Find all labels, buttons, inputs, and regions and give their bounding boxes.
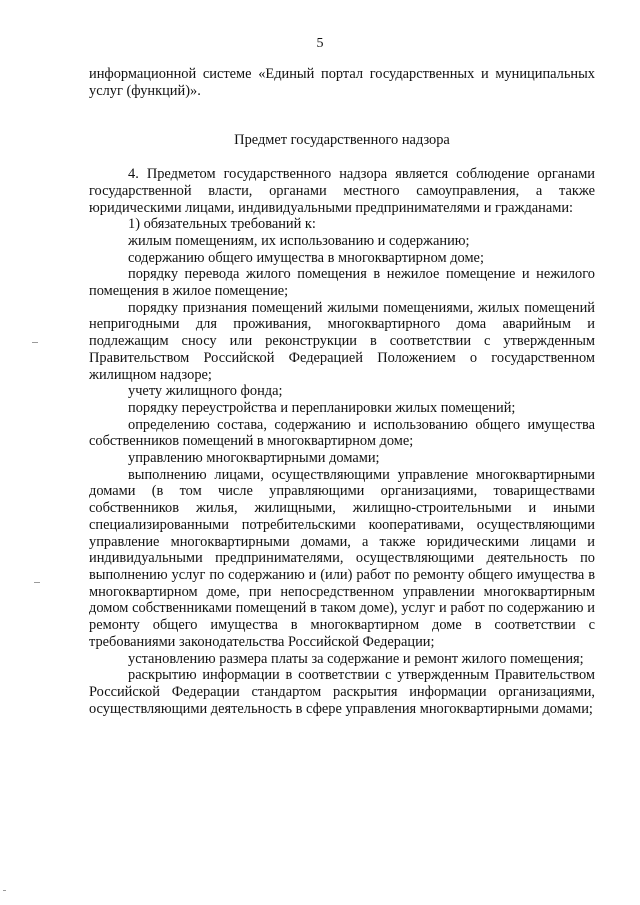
paragraph-building-management: управлению многоквартирными домами; (128, 450, 380, 467)
paragraph-common-property: содержанию общего имущества в многоквартирном доме; (128, 249, 484, 266)
paragraph-subitem-1: 1) обязательных требований к: (128, 216, 316, 233)
paragraph-fee-setting: установлению размера платы за содержание и ремонт жилого помещения; (128, 650, 584, 667)
paragraph-residential-premises: жилым помещениям, их использованию и содержанию; (128, 232, 470, 249)
intro-paragraph: информационной системе «Единый портал государственных и муниципальных услуг (функций)». (89, 66, 595, 99)
section-heading: Предмет государственного надзора (234, 132, 450, 149)
paragraph-housing-stock: учету жилищного фонда; (128, 383, 283, 400)
paragraph-transfer-procedure: порядку перевода жилого помещения в нежилое помещение и нежилого помещения в жилое помещение; (89, 266, 595, 300)
page-number: 5 (316, 36, 324, 51)
scan-artifact-mark (32, 342, 38, 343)
paragraph-recognition-procedure: порядку признания помещений жилыми помещениями, жилых помещений непригодными для проживания, многоквартирного дома аварийным и подлежащим сносу или реконструкции в соответствии с утвержденным Правительством Российской Федерацией Положением о государственном жилищном надзоре; (89, 299, 595, 383)
paragraph-item-4: 4. Предметом государственного надзора является соблюдение органами государственной власти, органами местного самоуправления, а также юридическими лицами, индивидуальными предпринимателями и гражданами: (89, 166, 595, 216)
paragraph-reconstruction: порядку переустройства и перепланировки жилых помещений; (128, 399, 516, 416)
paragraph-common-property-use: определению состава, содержанию и использованию общего имущества собственников помещений в многоквартирном доме; (89, 416, 595, 450)
paragraph-information-disclosure: раскрытию информации в соответствии с утвержденным Правительством Российской Федерации стандартом раскрытия информации организациями, осуществляющими деятельность в сфере управления многоквартирными домами; (89, 667, 595, 717)
paragraph-management-performance: выполнению лицами, осуществляющими управление многоквартирными домами (в том числе управляющими организациями, товариществами собственников жилья, жилищными, жилищно-строительными и иными специализированными потребительскими кооперативами, осуществляющими управление многоквартирными домами, а также юридическими лицами и индивидуальными предпринимателями, осуществляющими деятельность по выполнению услуг по содержанию и (или) работ по ремонту общего имущества в многоквартирном доме, при непосредственном управлении многоквартирным домом собственниками помещений в таком доме), услуг и работ по содержанию и ремонту общего имущества в многоквартирном доме в соответствии с требованиями законодательства Российской Федерации; (89, 466, 595, 650)
scan-artifact-mark (34, 582, 40, 583)
scan-artifact-mark (3, 890, 6, 891)
document-body (89, 66, 595, 717)
